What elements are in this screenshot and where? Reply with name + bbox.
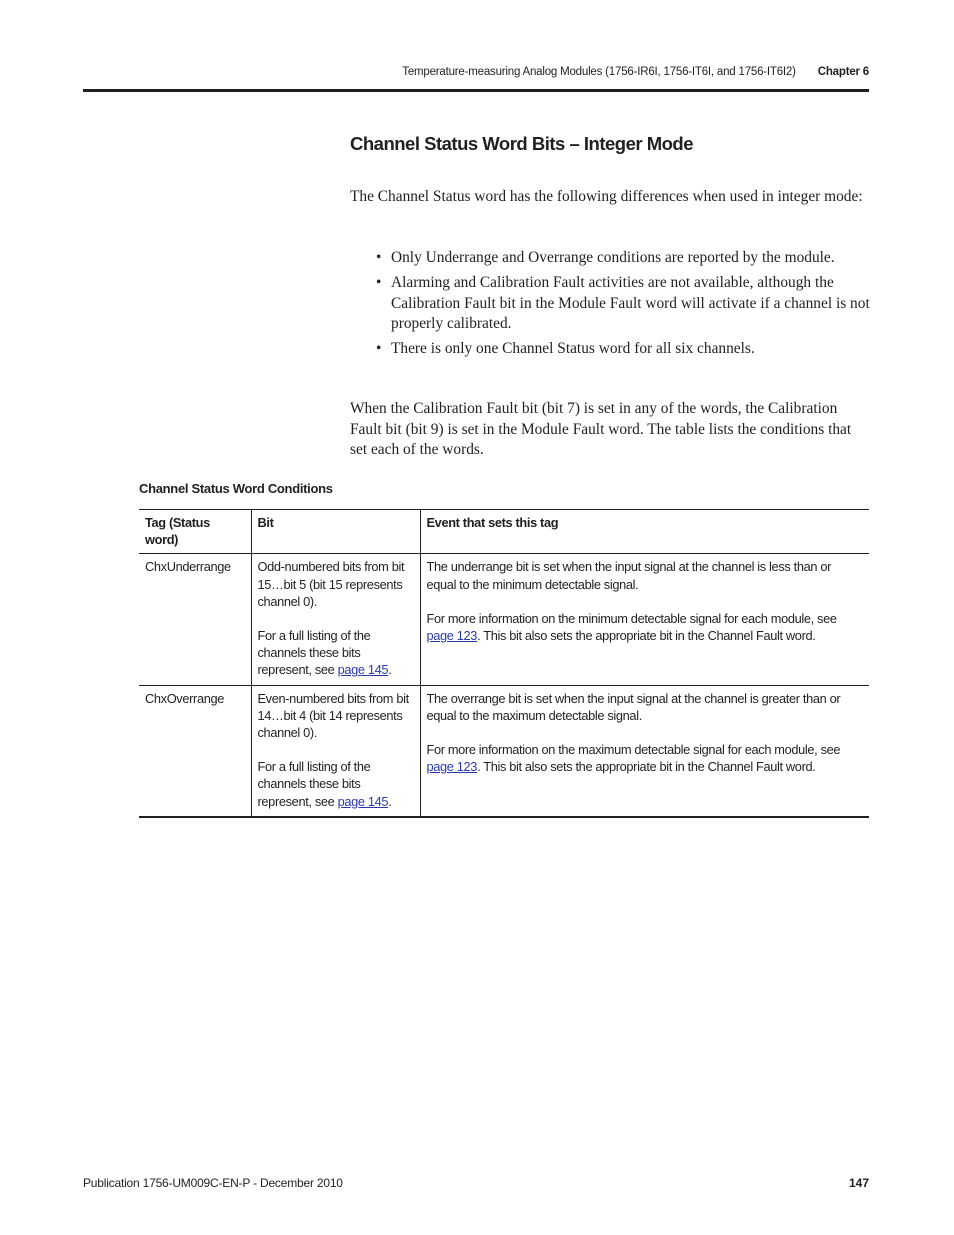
header-rule <box>83 89 869 92</box>
page-link[interactable]: page 145 <box>337 662 389 678</box>
page-number: 147 <box>848 1176 869 1190</box>
bit-reference <box>258 758 414 810</box>
bullet-list <box>376 248 870 364</box>
bullet-text: There is only one Channel Status word for all six channels. <box>391 340 755 357</box>
table-row <box>139 554 869 685</box>
column-header-tag: Tag (Status word) <box>139 510 251 554</box>
event-cell <box>420 554 869 685</box>
bullet-text: Alarming and Calibration Fault activities are not available, although the Calibration Fault bit in the Module Fault word will activate if a channel is not properly calibrated. <box>391 274 870 332</box>
event-reference-end: . This bit also sets the appropriate bit in the Channel Fault word. <box>477 759 816 775</box>
event-reference-text: For more information on the maximum detectable signal for each module, see <box>426 742 841 758</box>
chapter-label: Chapter 6 <box>817 66 869 78</box>
event-description: The overrange bit is set when the input signal at the channel is greater than or equal to the maximum detectable signal. <box>426 690 841 723</box>
channel-status-conditions-table <box>139 509 869 818</box>
tag-cell: ChxOverrange <box>139 685 251 817</box>
section-title: Channel Status Word Bits – Integer Mode <box>350 133 694 154</box>
bullet-item <box>376 339 870 360</box>
table-caption: Channel Status Word Conditions <box>139 481 333 496</box>
bullet-text: Only Underrange and Overrange conditions are reported by the module. <box>391 249 835 266</box>
bit-description: Odd-numbered bits from bit 15…bit 5 (bit 15 represents channel 0). <box>257 559 405 609</box>
event-reference <box>427 741 864 775</box>
bullet-glyph: • <box>376 274 382 291</box>
bit-reference-end: . <box>388 662 392 678</box>
bit-reference <box>258 627 414 679</box>
page-link[interactable]: page 145 <box>337 793 389 809</box>
bullet-glyph: • <box>376 249 382 266</box>
bullet-item <box>376 273 870 335</box>
closing-paragraph: When the Calibration Fault bit (bit 7) is set in any of the words, the Calibration Fault bit (bit 9) is set in the Module Fault word. The table lists the conditions that set each of the words. <box>350 400 852 458</box>
bullet-item <box>376 248 870 269</box>
bit-reference-end: . <box>388 793 392 809</box>
event-reference-text: For more information on the minimum detectable signal for each module, see <box>426 610 837 626</box>
page-link[interactable]: page 123 <box>426 759 478 775</box>
bullet-glyph: • <box>376 340 382 357</box>
table-row <box>139 685 869 817</box>
event-reference <box>427 610 864 644</box>
event-cell <box>420 685 869 817</box>
running-title: Temperature-measuring Analog Modules (1756-IR6I, 1756-IT6I, and 1756-IT6I2) <box>402 66 796 78</box>
tag-cell: ChxUnderrange <box>145 559 231 575</box>
page-link[interactable]: page 123 <box>426 628 478 644</box>
intro-paragraph: The Channel Status word has the following differences when used in integer mode: <box>350 188 863 205</box>
bit-description: Even-numbered bits from bit 14…bit 4 (bit 14 represents channel 0). <box>257 690 409 741</box>
bit-cell <box>251 554 420 685</box>
footer-publication: Publication 1756-UM009C-EN-P - December 2010 <box>83 1176 343 1190</box>
bit-reference-text: For a full listing of the channels these bits represent, see <box>257 628 371 678</box>
column-header-bit: Bit <box>251 510 420 554</box>
bit-reference-text: For a full listing of the channels these bits represent, see <box>257 759 371 809</box>
bit-cell <box>251 685 420 817</box>
event-reference-end: . This bit also sets the appropriate bit in the Channel Fault word. <box>477 628 816 644</box>
event-description: The underrange bit is set when the input signal at the channel is less than or equal to the minimum detectable signal. <box>426 559 832 592</box>
running-header <box>300 66 869 78</box>
column-header-event: Event that sets this tag <box>420 510 869 554</box>
table-header-row <box>139 510 869 554</box>
